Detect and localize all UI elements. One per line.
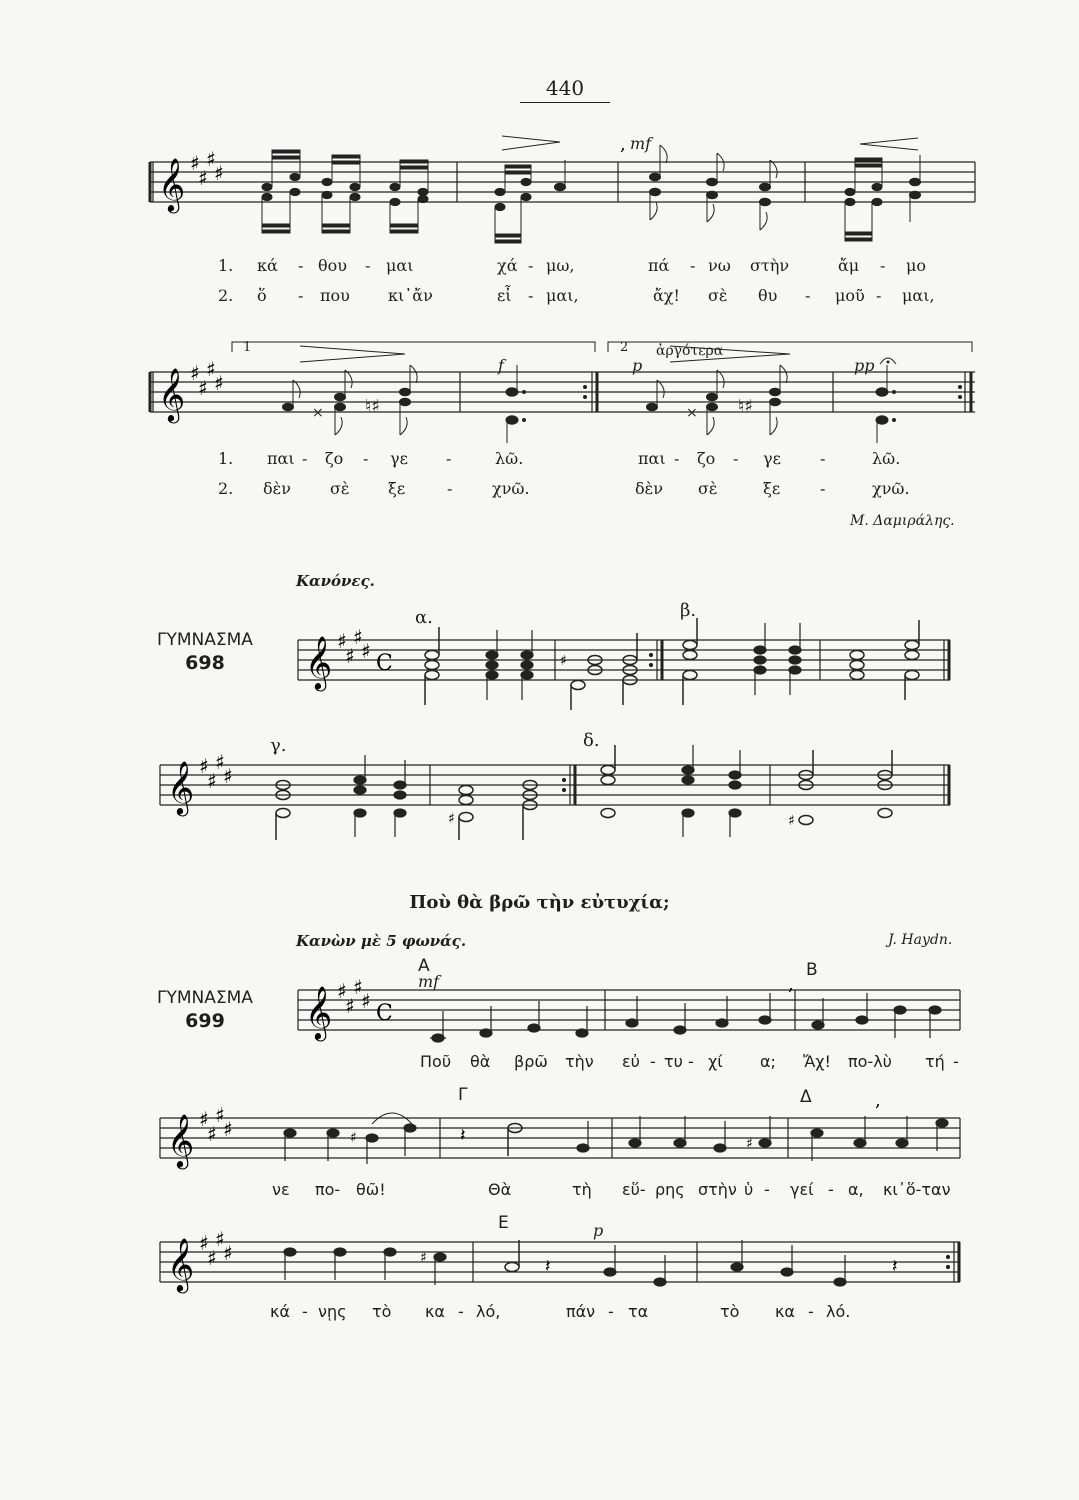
canon-698-staff-2 <box>0 745 1079 855</box>
lyric: παι <box>267 449 295 468</box>
lyric: που <box>320 286 350 305</box>
svg-text:♯: ♯ <box>199 1107 209 1131</box>
lyric: σὲ <box>698 479 718 498</box>
lyric: σὲ <box>708 286 728 305</box>
svg-text:♯: ♯ <box>345 644 355 668</box>
lyric: - <box>828 1180 834 1199</box>
exercise-number: 698 <box>185 652 225 674</box>
composer-credit-haydn: J. Haydn. <box>888 932 953 948</box>
lyric: κα <box>775 1302 795 1321</box>
page-number: 440 <box>545 76 585 100</box>
lyric: - <box>458 1302 464 1321</box>
volta-brackets <box>232 342 972 352</box>
lyric: - <box>608 1302 614 1321</box>
section-a-label: α. <box>415 607 433 628</box>
lyric: χί <box>708 1052 723 1071</box>
lyric: εὐ <box>622 1052 640 1071</box>
composer-credit: Μ. Δαμιράλης. <box>850 513 955 529</box>
lyric: - <box>805 286 811 305</box>
lyric: γε <box>390 449 408 468</box>
svg-text:♯: ♯ <box>190 151 200 175</box>
lyric: μαι <box>386 256 414 275</box>
svg-text:♯: ♯ <box>345 994 355 1018</box>
lyric: - <box>808 1302 814 1321</box>
svg-text:𝄞: 𝄞 <box>158 367 186 421</box>
lyric: χνῶ. <box>872 479 910 498</box>
lyric: - <box>876 286 882 305</box>
lyric: λό, <box>476 1302 501 1321</box>
lyric: λῶ. <box>495 449 524 468</box>
lyric: μο <box>906 256 927 275</box>
rehearsal-mark-e: Ε <box>498 1213 509 1233</box>
svg-text:♯: ♯ <box>215 750 225 774</box>
lyric: σὲ <box>330 479 350 498</box>
rehearsal-mark-c: Γ <box>458 1085 468 1105</box>
svg-text:♯: ♯ <box>223 764 233 788</box>
svg-text:♯: ♯ <box>206 357 216 381</box>
exercise-label-text: ΓΥΜΝΑΣΜΑ <box>157 630 253 650</box>
lyric: ἄμ <box>838 256 860 275</box>
notes-measure3 <box>650 145 778 230</box>
key-signature-icon <box>190 147 224 190</box>
svg-text:♯: ♯ <box>215 1103 225 1127</box>
lyric: κά <box>270 1302 290 1321</box>
lyric: 2. <box>218 286 234 305</box>
svg-text:♯: ♯ <box>215 1227 225 1251</box>
canon-698-staff-1 <box>0 615 1079 725</box>
svg-text:♯: ♯ <box>448 811 455 827</box>
lyric: στὴν <box>750 256 790 275</box>
lyric: - <box>302 1302 308 1321</box>
svg-text:,: , <box>875 1090 881 1111</box>
svg-text:𝄽: 𝄽 <box>892 1256 898 1277</box>
decrescendo-hairpin-2 <box>860 138 918 150</box>
lyric: πάν <box>566 1302 596 1321</box>
svg-text:C: C <box>376 651 393 676</box>
svg-text:♯: ♯ <box>361 989 371 1013</box>
lyric: θου <box>318 256 347 275</box>
haydn-staff-2 <box>0 1090 1079 1186</box>
lyric: ξε <box>388 479 406 498</box>
lyric: ἄχ! <box>653 286 680 305</box>
lyric: κα <box>425 1302 445 1321</box>
lyric: - <box>953 1052 959 1071</box>
tempo-marking: ἀργότερα <box>656 343 724 359</box>
lyric: - <box>302 449 308 468</box>
lyric: - <box>674 449 680 468</box>
exercise-label-text: ΓΥΜΝΑΣΜΑ <box>157 988 253 1008</box>
lyric: α; <box>760 1052 776 1071</box>
crescendo-hairpin <box>300 346 405 362</box>
lyric: ζο <box>325 449 344 468</box>
lyric: - <box>298 286 304 305</box>
lyric: ρης <box>655 1180 685 1199</box>
svg-text:♯: ♯ <box>223 1241 233 1265</box>
lyric: νῃς <box>318 1302 347 1321</box>
svg-text:♯: ♯ <box>350 1130 357 1146</box>
svg-text:♯: ♯ <box>788 813 795 829</box>
lyric: δὲν <box>263 479 291 498</box>
haydn-staff-1 <box>0 974 1079 1058</box>
lyric: πο- <box>315 1180 341 1199</box>
lyric: - <box>733 449 739 468</box>
lyric: εἶ <box>497 286 512 305</box>
dynamic-p: p <box>632 356 643 375</box>
rehearsal-mark-d: Δ <box>800 1087 812 1107</box>
lyric: Θὰ <box>488 1180 512 1199</box>
svg-text:×: × <box>686 405 698 421</box>
svg-text:♯: ♯ <box>198 376 208 400</box>
dynamic-p-haydn: p <box>593 1221 604 1240</box>
lyric: κά <box>257 256 278 275</box>
lyric: - <box>365 256 371 275</box>
section-d-label: δ. <box>583 730 600 751</box>
lyric: - <box>528 286 534 305</box>
lyric: θὰ <box>470 1052 491 1071</box>
svg-text:♯: ♯ <box>746 1136 753 1152</box>
lyric: - <box>820 479 826 498</box>
lyric: - <box>880 256 886 275</box>
lyric: ὅ <box>257 286 267 305</box>
svg-text:𝄞: 𝄞 <box>167 760 195 814</box>
lyric: χά <box>497 256 518 275</box>
notes-measure4 <box>845 155 921 241</box>
lyric: - <box>528 256 534 275</box>
lyric: μοῦ <box>835 286 865 305</box>
svg-text:C: C <box>376 1001 393 1026</box>
song1-staff-row2 <box>0 340 1079 450</box>
lyric: τή <box>925 1052 945 1071</box>
lyric: πά <box>648 256 670 275</box>
lyric: 2. <box>218 479 234 498</box>
lyric: - <box>688 1052 694 1071</box>
lyric: βρῶ <box>514 1052 548 1071</box>
page-number-rule <box>520 102 610 103</box>
svg-text:♯: ♯ <box>353 975 363 999</box>
section-heading: Κανόνες. <box>296 572 375 590</box>
rehearsal-mark-a: Α <box>418 956 430 976</box>
lyric: δὲν <box>635 479 663 498</box>
svg-text:×: × <box>312 405 324 421</box>
rehearsal-mark-b: Β <box>806 960 818 980</box>
section-b-label: β. <box>680 600 697 621</box>
lyric: πο-λὺ <box>848 1052 892 1071</box>
lyric: 1. <box>218 256 234 275</box>
svg-text:♮♯: ♮♯ <box>365 396 381 417</box>
exercise-number: 699 <box>185 1010 225 1032</box>
treble-clef-icon: 𝄞 <box>158 157 186 211</box>
svg-text:♯: ♯ <box>207 1122 217 1146</box>
lyric: - <box>820 449 826 468</box>
lyric: - <box>446 449 452 468</box>
lyric: τα <box>628 1302 649 1321</box>
svg-text:♯: ♯ <box>337 979 347 1003</box>
lyric: μαι, <box>902 286 935 305</box>
lyric: μω, <box>546 256 575 275</box>
lyric: ζο <box>697 449 716 468</box>
lyric: ξε <box>763 479 781 498</box>
svg-text:♯: ♯ <box>207 769 217 793</box>
svg-text:𝄞: 𝄞 <box>305 985 333 1039</box>
lyric: - <box>298 256 304 275</box>
lyric: Ποῦ <box>420 1052 452 1071</box>
lyric: ὑ <box>744 1180 754 1199</box>
lyric: γε <box>763 449 781 468</box>
svg-text:𝄞: 𝄞 <box>167 1113 195 1167</box>
svg-text:♯: ♯ <box>223 1117 233 1141</box>
volta-2-label: 2 <box>620 340 629 355</box>
svg-text:𝄞: 𝄞 <box>305 635 333 689</box>
lyric: Ἄχ! <box>803 1052 831 1071</box>
lyric: λῶ. <box>872 449 901 468</box>
lyric: - <box>650 1052 656 1071</box>
svg-text:♯: ♯ <box>353 625 363 649</box>
breath-mark: , <box>620 134 626 155</box>
lyric: α, <box>848 1180 864 1199</box>
svg-text:𝄽: 𝄽 <box>545 1256 551 1277</box>
lyric: θῶ! <box>356 1180 386 1199</box>
lyric: - <box>447 479 453 498</box>
svg-text:♯: ♯ <box>207 1246 217 1270</box>
lyric: χνῶ. <box>492 479 530 498</box>
lyric: - <box>690 256 696 275</box>
svg-text:𝄞: 𝄞 <box>167 1237 195 1291</box>
lyric: στὴν <box>698 1180 737 1199</box>
lyric: παι <box>638 449 666 468</box>
svg-text:♮♯: ♮♯ <box>738 396 754 417</box>
svg-text:♯: ♯ <box>206 147 216 171</box>
lyric: τὴ <box>572 1180 592 1199</box>
lyric: θυ <box>758 286 778 305</box>
svg-text:♯: ♯ <box>560 653 567 669</box>
lyric: τὸ <box>720 1302 740 1321</box>
lyric: 1. <box>218 449 234 468</box>
svg-text:♯: ♯ <box>199 754 209 778</box>
svg-text:,: , <box>788 974 794 995</box>
lyric: γεί <box>790 1180 814 1199</box>
dynamic-f: f <box>498 356 504 375</box>
lyric: - <box>363 449 369 468</box>
svg-text:𝄽: 𝄽 <box>460 1125 466 1146</box>
svg-text:♯: ♯ <box>190 361 200 385</box>
decrescendo-hairpin <box>502 136 560 150</box>
lyric: τὸ <box>372 1302 392 1321</box>
song-title: Ποὺ θὰ βρῶ τὴν εὐτυχία; <box>409 892 670 913</box>
volta-1-label: 1 <box>243 340 252 355</box>
section-c-label: γ. <box>270 735 287 756</box>
svg-text:♯: ♯ <box>198 166 208 190</box>
lyric: λό. <box>826 1302 851 1321</box>
svg-text:♯: ♯ <box>214 161 224 185</box>
lyric: κι᾽ὅ-ταν <box>883 1180 951 1199</box>
haydn-staff-3 <box>0 1227 1079 1310</box>
lyric: τὴν <box>565 1052 594 1071</box>
dynamic-pp: pp <box>854 356 875 375</box>
lyric: - <box>764 1180 770 1199</box>
lyric: τυ <box>664 1052 683 1071</box>
lyric: μαι, <box>546 286 579 305</box>
lyric: νε <box>272 1180 290 1199</box>
song-subtitle: Κανὼν μὲ 5 φωνάς. <box>296 932 467 950</box>
lyric: εὕ- <box>622 1180 646 1199</box>
lyric: νω <box>708 256 731 275</box>
dynamic-mf-haydn: mf <box>418 972 440 991</box>
svg-text:♯: ♯ <box>361 639 371 663</box>
dynamic-mf: mf <box>630 134 652 153</box>
svg-text:♯: ♯ <box>337 629 347 653</box>
svg-text:♯: ♯ <box>214 371 224 395</box>
lyric: κι᾽ἄν <box>388 286 433 305</box>
svg-text:♯: ♯ <box>199 1231 209 1255</box>
svg-text:♯: ♯ <box>420 1250 427 1266</box>
